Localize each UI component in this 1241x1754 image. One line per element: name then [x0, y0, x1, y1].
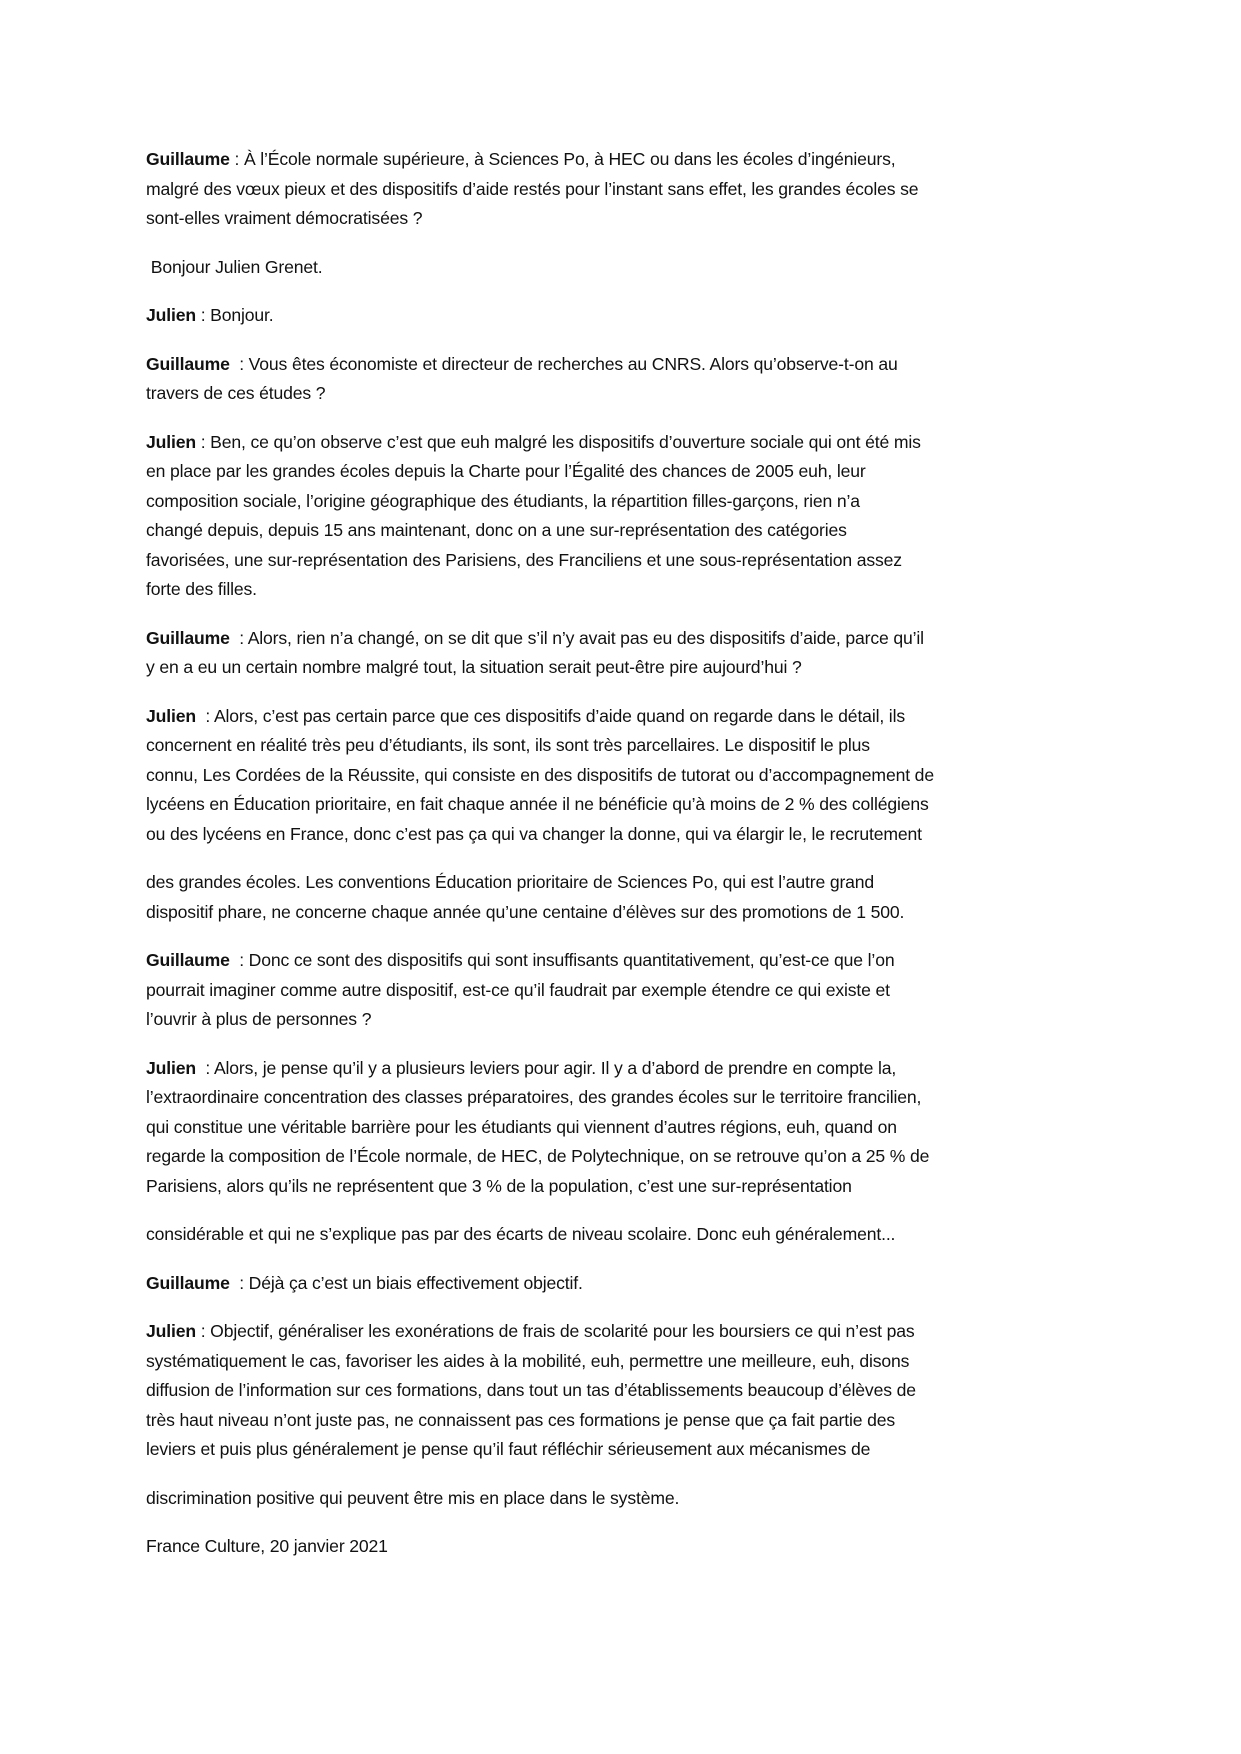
line-text: lycéens en Éducation prioritaire, en fait chaque année il ne bénéficie qu’à moins de 2 % des collégiens [146, 794, 929, 814]
text-line [146, 868, 1106, 898]
text-line [146, 976, 1106, 1006]
line-text: Vous êtes économiste et directeur de recherches au CNRS. Alors qu’observe-t-on au [248, 353, 898, 374]
text-line [146, 204, 1106, 234]
line-text: Bonjour Julien Grenet. [146, 256, 323, 277]
line-text: systématiquement le cas, favoriser les aides à la mobilité, euh, permettre une meilleure, euh, disons [146, 1350, 910, 1371]
text-line [146, 820, 1106, 850]
text-line [146, 546, 1106, 576]
line-text: malgré des vœux pieux et des dispositifs d’aide restés pour l’instant sans effet, les grandes écoles se [146, 178, 919, 199]
line-text: l’ouvrir à plus de personnes ? [146, 1009, 372, 1029]
speaker-name: Julien [146, 1321, 196, 1341]
line-text: Parisiens, alors qu’ils ne représentent que 3 % de la population, c’est une sur-représentation [146, 1175, 852, 1196]
text-line [146, 516, 1106, 546]
dialogue-paragraph [146, 1269, 1106, 1299]
line-text: forte des filles. [146, 579, 257, 599]
text-line [146, 1376, 1106, 1406]
line-text: Alors, rien n’a changé, on se dit que s’il n’y avait pas eu des dispositifs d’aide, parce qu’il [247, 627, 924, 648]
dialogue-paragraph [146, 428, 1106, 605]
line-text: considérable et qui ne s’explique pas par des écarts de niveau scolaire. Donc euh généralement... [146, 1224, 896, 1244]
line-text: connu, Les Cordées de la Réussite, qui consiste en des dispositifs de tutorat ou d’accompagnement de [146, 764, 934, 785]
text-line [146, 1113, 1106, 1143]
speaker-name: Guillaume [146, 950, 230, 970]
line-text: Alors, c’est pas certain parce que ces dispositifs d’aide quand on regarde dans le détail, ils [213, 705, 905, 726]
text-line [146, 379, 1106, 409]
line-text: changé depuis, depuis 15 ans maintenant, donc on a une sur-représentation des catégories [146, 520, 847, 540]
speaker-separator: : [195, 431, 211, 452]
line-text: diffusion de l’information sur ces formations, dans tout un tas d’établissements beaucoup d’élèves de [146, 1380, 916, 1400]
line-text: ou des lycéens en France, donc c’est pas ça qui va changer la donne, qui va élargir le, le recrutement [146, 823, 922, 844]
line-text: Bonjour. [210, 305, 274, 325]
line-text: Donc ce sont des dispositifs qui sont insuffisants quantitativement, qu’est-ce que l’on [248, 950, 895, 970]
speaker-name: Guillaume [146, 149, 230, 169]
line-text: À l’École normale supérieure, à Sciences Po, à HEC ou dans les écoles d’ingénieurs, [243, 149, 896, 169]
text-line [146, 428, 1106, 458]
line-text: y en a eu un certain nombre malgré tout, la situation serait peut-être pire aujourd’hui ? [146, 657, 802, 677]
text-line [146, 253, 1106, 283]
line-text: sont-elles vraiment démocratisées ? [146, 208, 423, 228]
text-line [146, 790, 1106, 820]
speaker-name: Guillaume [146, 353, 230, 374]
text-line [146, 1005, 1106, 1035]
line-text: leviers et puis plus généralement je pense qu’il faut réfléchir sérieusement aux mécanismes de [146, 1439, 871, 1459]
dialogue-paragraph [146, 946, 1106, 1035]
text-line [146, 175, 1106, 205]
dialogue-paragraph [146, 301, 1106, 331]
speaker-separator: : [229, 627, 248, 648]
text-line [146, 1317, 1106, 1347]
speaker-name: Julien [146, 705, 196, 726]
line-text: Objectif, généraliser les exonérations de frais de scolarité pour les boursiers ce qui n’est pas [210, 1321, 915, 1341]
speaker-separator: : [195, 1057, 214, 1078]
text-line [146, 1435, 1106, 1465]
text-line [146, 731, 1106, 761]
speaker-separator: : [229, 353, 249, 374]
text-line [146, 301, 1106, 331]
dialogue-continuation [146, 1484, 1106, 1514]
line-text: en place par les grandes écoles depuis la Charte pour l’Égalité des chances de 2005 euh, leur [146, 461, 866, 481]
line-text: des grandes écoles. Les conventions Éducation prioritaire de Sciences Po, qui est l’autre grand [146, 872, 875, 892]
speaker-name: Julien [146, 305, 196, 325]
dialogue-continuation [146, 868, 1106, 927]
speaker-separator: : [195, 1321, 211, 1341]
text-line [146, 1484, 1106, 1514]
dialogue-paragraph [146, 1317, 1106, 1465]
text-line [146, 1142, 1106, 1172]
text-line [146, 1054, 1106, 1084]
text-line [146, 1220, 1106, 1250]
speaker-separator: : [229, 950, 249, 970]
text-line [146, 575, 1106, 605]
line-text: l’extraordinaire concentration des classes préparatoires, des grandes écoles sur le territoire francilien, [146, 1087, 922, 1107]
speaker-name: Julien [146, 431, 196, 452]
text-line [146, 1347, 1106, 1377]
text-line [146, 898, 1106, 928]
line-text: composition sociale, l’origine géographique des étudiants, la répartition filles-garçons, rien n’a [146, 490, 860, 511]
line-text: discrimination positive qui peuvent être mis en place dans le système. [146, 1487, 680, 1508]
source-citation: France Culture, 20 janvier 2021 [146, 1536, 388, 1556]
text-line [146, 145, 1106, 175]
text-line [146, 761, 1106, 791]
text-line [146, 350, 1106, 380]
text-line [146, 457, 1106, 487]
dialogue-paragraph [146, 145, 1106, 234]
speaker-separator: : [229, 149, 244, 169]
dialogue-paragraph [146, 350, 1106, 409]
dialogue-paragraph [146, 702, 1106, 850]
line-text: travers de ces études ? [146, 383, 326, 403]
dialogue-continuation [146, 1220, 1106, 1250]
dialogue-paragraph [146, 624, 1106, 683]
line-text: pourrait imaginer comme autre dispositif, est-ce qu’il faudrait par exemple étendre ce qui existe et [146, 979, 890, 1000]
document-page [146, 145, 1106, 1581]
speaker-separator: : [195, 705, 214, 726]
line-text: Déjà ça c’est un biais effectivement objectif. [248, 1272, 583, 1293]
speaker-separator: : [229, 1272, 249, 1293]
speaker-separator: : [195, 305, 211, 325]
text-line [146, 702, 1106, 732]
text-line [146, 1083, 1106, 1113]
line-text: Ben, ce qu’on observe c’est que euh malgré les dispositifs d’ouverture sociale qui ont été mis [210, 431, 921, 452]
text-line [146, 653, 1106, 683]
line-text: très haut niveau n’ont juste pas, ne connaissent pas ces formations je pense que ça fait partie des [146, 1409, 895, 1430]
line-text: concernent en réalité très peu d’étudiants, ils sont, ils sont très parcellaires. Le dispositif le plus [146, 735, 870, 755]
speaker-name: Guillaume [146, 1272, 230, 1293]
transcript [146, 145, 1106, 1513]
speaker-name: Julien [146, 1057, 196, 1078]
text-line [146, 1172, 1106, 1202]
line-text: dispositif phare, ne concerne chaque année qu’une centaine d’élèves sur des promotions de 1 500. [146, 901, 905, 922]
speaker-name: Guillaume [146, 627, 230, 648]
line-text: regarde la composition de l’École normale, de HEC, de Polytechnique, on se retrouve qu’on a 25 % de [146, 1146, 930, 1166]
dialogue-paragraph [146, 253, 1106, 283]
line-text: qui constitue une véritable barrière pour les étudiants qui viennent d’autres régions, euh, quand on [146, 1116, 897, 1137]
line-text: Alors, je pense qu’il y a plusieurs leviers pour agir. Il y a d’abord de prendre en compte la, [213, 1057, 897, 1078]
line-text: favorisées, une sur-représentation des Parisiens, des Franciliens et une sous-représentation assez [146, 549, 902, 570]
text-line [146, 946, 1106, 976]
text-line [146, 1406, 1106, 1436]
dialogue-paragraph [146, 1054, 1106, 1202]
text-line [146, 624, 1106, 654]
text-line [146, 1269, 1106, 1299]
text-line [146, 487, 1106, 517]
